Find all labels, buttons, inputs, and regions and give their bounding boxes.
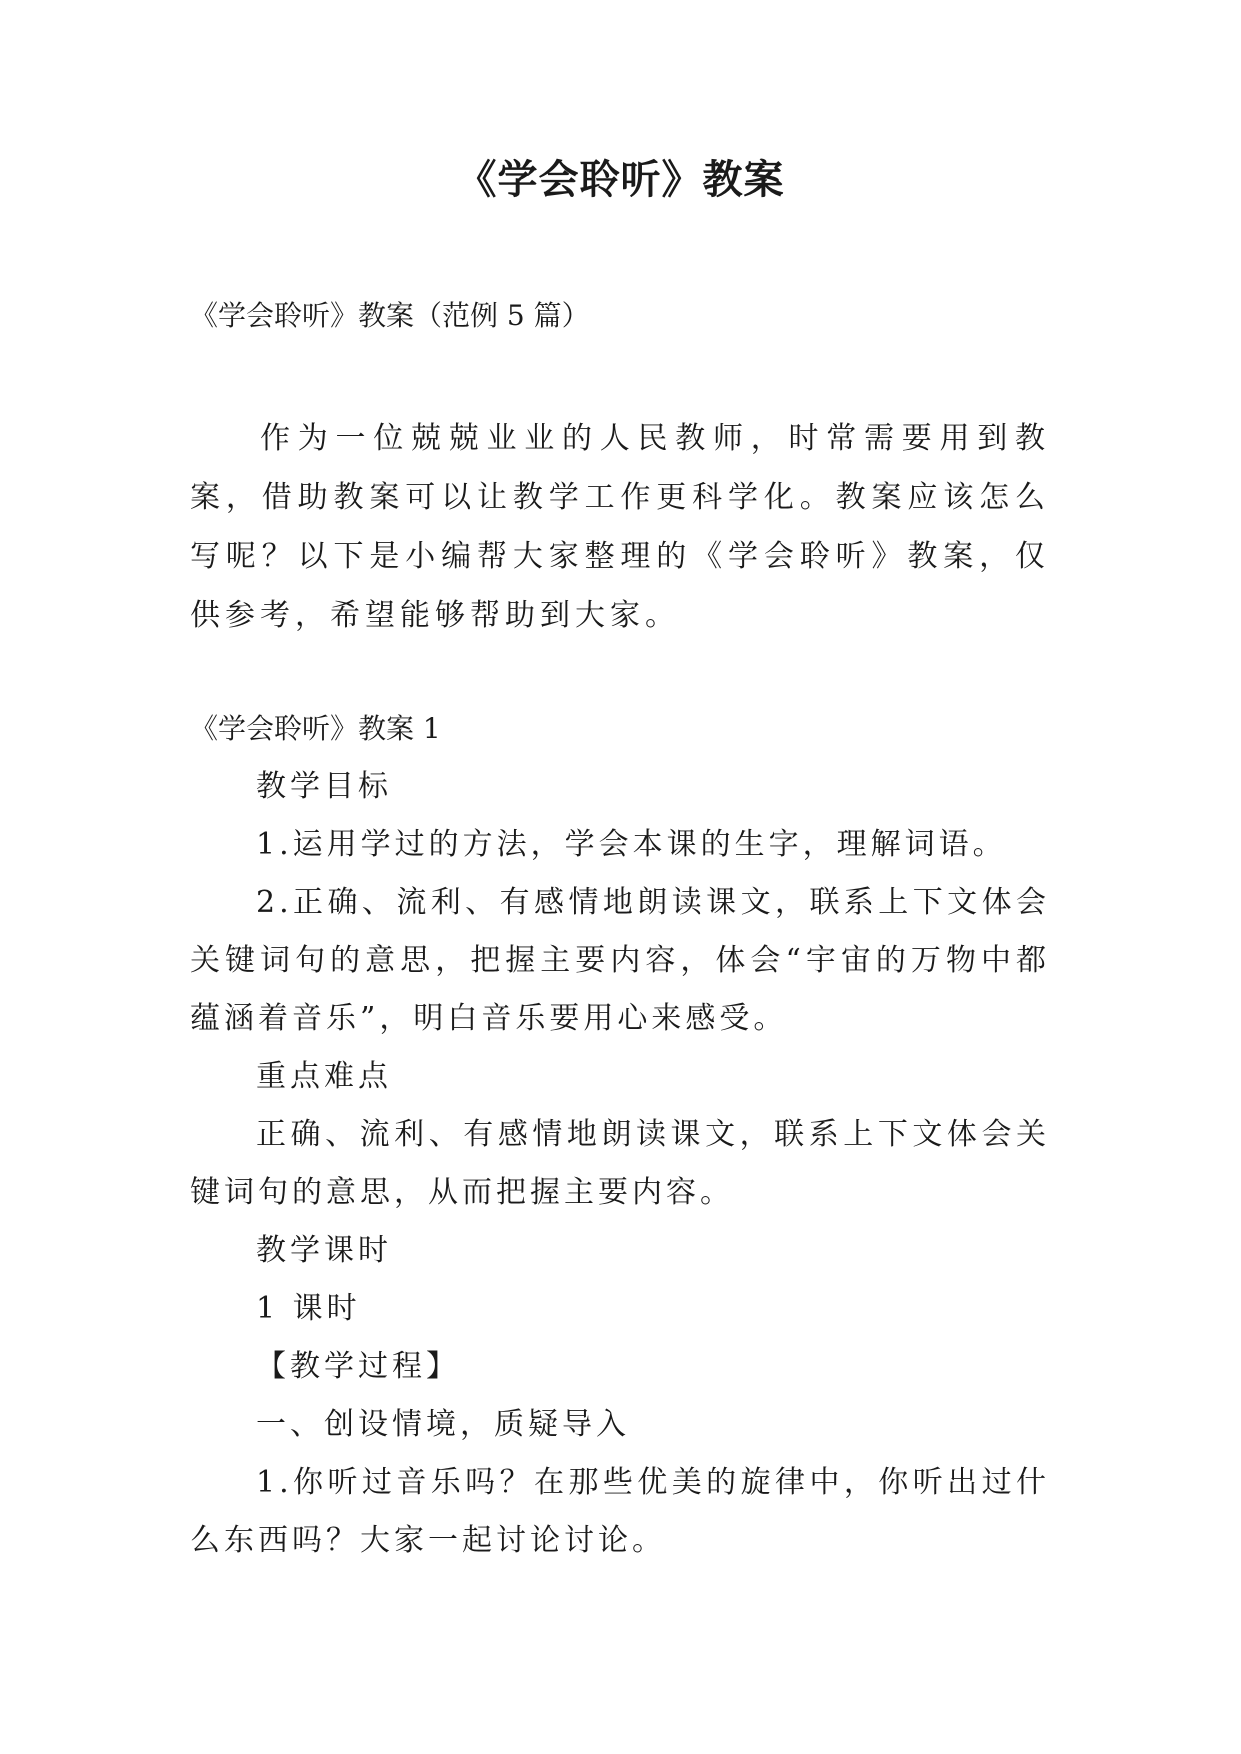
section-1	[190, 700, 1050, 1570]
paragraph-process-label: 【教学过程】	[256, 1349, 460, 1384]
section-heading: 《学会聆听》教案 1	[190, 712, 441, 745]
paragraph-key-points-label: 重点难点	[256, 1059, 392, 1094]
paragraph-class-hours-label: 教学课时	[256, 1233, 392, 1268]
paragraph-goal-1: 1.运用学过的方法，学会本课的生字，理解词语。	[256, 827, 1007, 862]
paragraph-step-1: 一、创设情境，质疑导入	[256, 1407, 630, 1442]
paragraph-step-1-question: 1.你听过音乐吗？在那些优美的旋律中，你听出过什么东西吗？大家一起讨论讨论。	[190, 1465, 1050, 1558]
document-title: 《学会聆听》教案	[456, 157, 785, 203]
paragraph-key-points: 正确、流利、有感情地朗读课文，联系上下文体会关键词句的意思，从而把握主要内容。	[190, 1117, 1050, 1210]
intro-paragraph: 作为一位兢兢业业的人民教师，时常需要用到教案，借助教案可以让教学工作更科学化。教案应该怎么写呢？以下是小编帮大家整理的《学会聆听》教案，仅供参考，希望能够帮助到大家。	[190, 421, 1050, 633]
paragraph-goal-2: 2.正确、流利、有感情地朗读课文，联系上下文体会关键词句的意思，把握主要内容，体会“宇宙的万物中都蕴涵着音乐”，明白音乐要用心来感受。	[190, 885, 1050, 1036]
paragraph-class-hours: 1 课时	[256, 1291, 361, 1326]
paragraph-teaching-goals-label: 教学目标	[256, 769, 392, 804]
document-subtitle: 《学会聆听》教案（范例 5 篇）	[190, 299, 590, 332]
